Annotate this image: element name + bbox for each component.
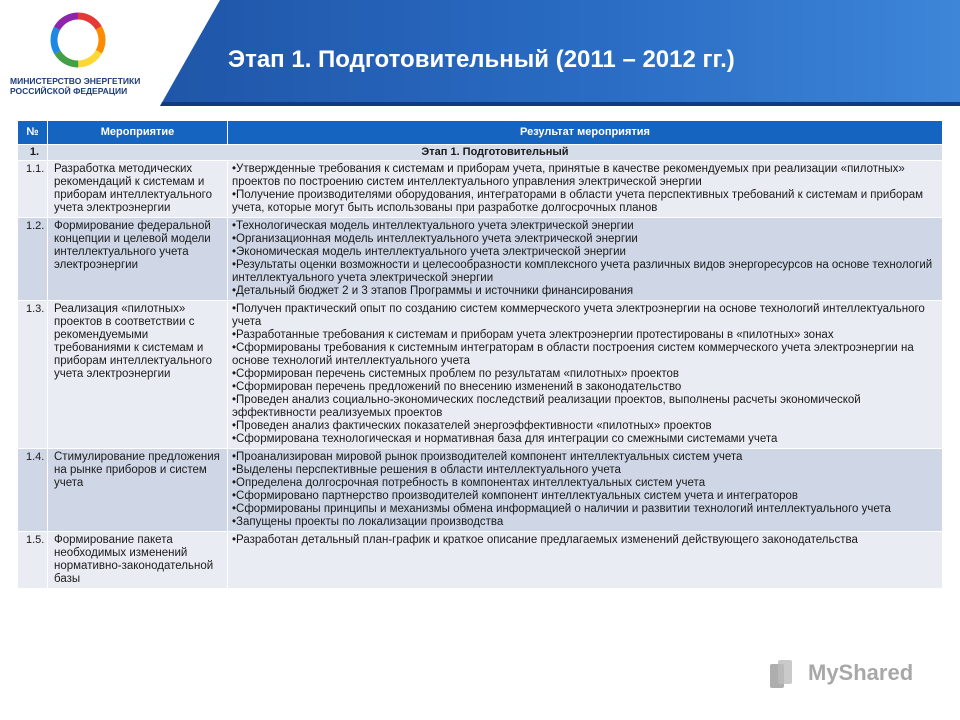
table-row [18,218,943,301]
result-item: •Разработан детальный план-график и краткое описание предлагаемых изменений действующего законодательства [232,534,858,546]
result-item: •Сформированы принципы и механизмы обмена информацией о наличии и развитии технологий интеллектуального учета [232,503,891,515]
result-item: •Проведен анализ социально-экономических последствий реализации проектов, выполнены расчеты экономической эффективности реализуемых проектов [232,394,861,419]
watermark [768,656,928,696]
slide-header [0,0,960,110]
table-row [18,301,943,449]
row-results [228,532,943,589]
result-item: •Определена долгосрочная потребность в компонентах интеллектуальных систем учета [232,477,706,489]
header-activity: Мероприятие [48,121,228,145]
watermark-logo-icon [768,658,802,692]
result-item: •Сформированы требования к системным интеграторам в области построения систем коммерческого учета электроэнергии на основе технологий интеллектуального учета [232,342,914,367]
page-title: Этап 1. Подготовительный (2011 – 2012 гг.) [228,46,735,73]
ministry-name: МИНИСТЕРСТВО ЭНЕРГЕТИКИ РОССИЙСКОЙ ФЕДЕРАЦИИ [10,76,141,96]
row-activity: Формирование федеральной концепции и целевой модели интеллектуального учета электроэнергии [48,218,228,301]
header-num: № [18,121,48,145]
result-item: •Разработанные требования к системам и приборам учета электроэнергии протестированы в «пилотных» зонах [232,329,834,341]
stage-label: Этап 1. Подготовительный [48,145,943,161]
row-num: 1.2. [18,218,48,301]
result-item: •Получение производителями оборудования, интеграторами в области учета перспективных требований к системам и приборам учета, которые могут быть использованы при разработке долгосрочных планов [232,189,924,214]
row-results [228,218,943,301]
stage-num: 1. [18,145,48,161]
header-result: Результат мероприятия [228,121,943,145]
row-activity: Реализация «пилотных» проектов в соответствии с рекомендуемыми требованиями к системам и приборам интеллектуального учета электроэнергии [48,301,228,449]
table-row [18,449,943,532]
result-item: •Сформировано партнерство производителей компонент интеллектуальных систем учета и интеграторов [232,490,798,502]
row-activity: Стимулирование предложения на рынке приборов и систем учета [48,449,228,532]
results-table [17,120,943,589]
row-results [228,301,943,449]
result-item: •Сформирован перечень системных проблем по результатам «пилотных» проектов [232,368,679,380]
result-item: •Детальный бюджет 2 и 3 этапов Программы и источники финансирования [232,285,634,297]
result-item: •Экономическая модель интеллектуального учета электрической энергии [232,246,626,258]
table-header-row [18,121,943,145]
result-item: •Запущены проекты по локализации производства [232,516,504,528]
ministry-logo-icon [48,10,108,70]
result-item: •Сформирована технологическая и нормативная база для интеграции со смежными системами учета [232,433,778,445]
stage-row [18,145,943,161]
result-item: •Организационная модель интеллектуального учета электрической энергии [232,233,638,245]
row-num: 1.5. [18,532,48,589]
row-num: 1.4. [18,449,48,532]
result-item: •Сформирован перечень предложений по внесению изменений в законодательство [232,381,682,393]
result-item: •Утвержденные требования к системам и приборам учета, принятые в качестве рекомендуемых при реализации «пилотных» проектов по построению систем интеллектуального управления электрической энергии [232,163,905,188]
result-item: •Технологическая модель интеллектуального учета электрической энергии [232,220,634,232]
table-row [18,532,943,589]
result-item: •Результаты оценки возможности и целесообразности комплексного учета различных видов энергоресурсов на основе технологий интеллектуального учета электрической энергии [232,259,933,284]
result-item: •Проанализирован мировой рынок производителей компонент интеллектуальных систем учета [232,451,743,463]
row-num: 1.1. [18,161,48,218]
row-activity: Разработка методических рекомендаций к системам и приборам интеллектуального учета электроэнергии [48,161,228,218]
result-item: •Получен практический опыт по созданию систем коммерческого учета электроэнергии на основе технологий интеллектуального учета [232,303,925,328]
table-row [18,161,943,218]
result-item: •Выделены перспективные решения в области интеллектуального учета [232,464,621,476]
row-activity: Формирование пакета необходимых изменений нормативно-законодательной базы [48,532,228,589]
watermark-text: MyShared [808,660,914,685]
row-results [228,449,943,532]
row-num: 1.3. [18,301,48,449]
result-item: •Проведен анализ фактических показателей энергоэффективности «пилотных» проектов [232,420,712,432]
row-results [228,161,943,218]
